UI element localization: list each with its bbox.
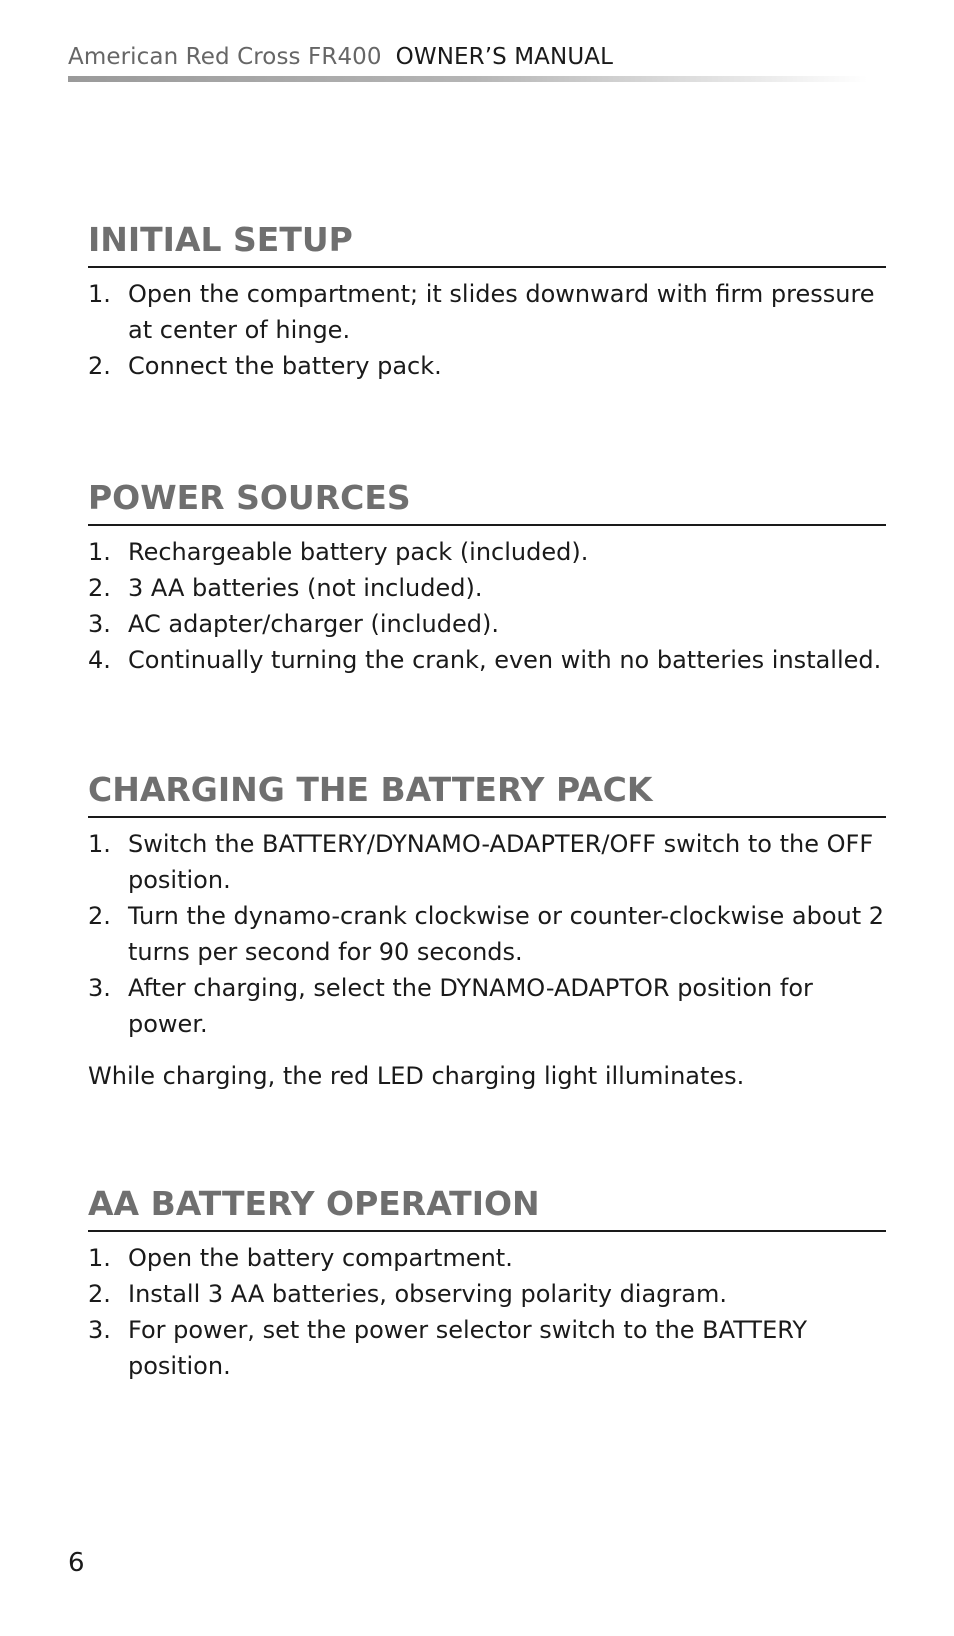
step-number: 1.: [88, 538, 111, 566]
list-item: [88, 570, 886, 606]
step-number: 4.: [88, 646, 111, 674]
step-list: [88, 826, 886, 1042]
step-text: Rechargeable battery pack (included).: [128, 538, 589, 566]
list-item: [88, 1312, 886, 1384]
section-aa-battery-operation: [88, 1184, 886, 1384]
header-manual-title: OWNER’S MANUAL: [395, 44, 614, 70]
section-charging-battery-pack: [88, 770, 886, 1118]
list-item: [88, 606, 886, 642]
list-item: [88, 1240, 886, 1276]
step-text: Open the compartment; it slides downward with firm pressure at center of hinge.: [128, 280, 875, 344]
step-number: 1.: [88, 1244, 111, 1272]
step-number: 1.: [88, 280, 111, 308]
step-text: Turn the dynamo-crank clockwise or counter-clockwise about 2 turns per second for 90 seconds.: [128, 902, 885, 966]
section-power-sources: [88, 478, 886, 678]
step-text: Connect the battery pack.: [128, 352, 442, 380]
step-number: 3.: [88, 1316, 111, 1344]
step-text: Continually turning the crank, even with no batteries installed.: [128, 646, 882, 674]
step-number: 3.: [88, 610, 111, 638]
step-text: Install 3 AA batteries, observing polarity diagram.: [128, 1280, 727, 1308]
step-text: For power, set the power selector switch to the BATTERY position.: [128, 1316, 808, 1380]
step-number: 1.: [88, 830, 111, 858]
charging-note: While charging, the red LED charging light illuminates.: [88, 1062, 745, 1090]
running-header: [68, 44, 613, 70]
list-item: [88, 826, 886, 898]
section-initial-setup: [88, 220, 886, 384]
step-text: AC adapter/charger (included).: [128, 610, 499, 638]
list-item: [88, 898, 886, 970]
list-item: [88, 1276, 886, 1312]
step-number: 3.: [88, 974, 111, 1002]
step-number: 2.: [88, 352, 111, 380]
section-title: AA BATTERY OPERATION: [88, 1184, 886, 1232]
list-item: [88, 348, 886, 384]
step-text: After charging, select the DYNAMO-ADAPTOR position for power.: [128, 974, 813, 1038]
list-item: [88, 970, 886, 1042]
header-rule: [68, 76, 868, 82]
step-text: Open the battery compartment.: [128, 1244, 513, 1272]
header-product-name: American Red Cross FR400: [68, 44, 382, 70]
step-list: [88, 1240, 886, 1384]
step-list: [88, 534, 886, 678]
list-item: [88, 534, 886, 570]
page-number: 6: [68, 1548, 85, 1578]
step-list: [88, 276, 886, 384]
step-number: 2.: [88, 1280, 111, 1308]
step-text: Switch the BATTERY/DYNAMO-ADAPTER/OFF switch to the OFF position.: [128, 830, 874, 894]
section-title: POWER SOURCES: [88, 478, 886, 526]
list-item: [88, 276, 886, 348]
list-item: [88, 642, 886, 678]
step-number: 2.: [88, 902, 111, 930]
section-title: CHARGING THE BATTERY PACK: [88, 770, 886, 818]
step-text: 3 AA batteries (not included).: [128, 574, 483, 602]
section-title: INITIAL SETUP: [88, 220, 886, 268]
step-number: 2.: [88, 574, 111, 602]
